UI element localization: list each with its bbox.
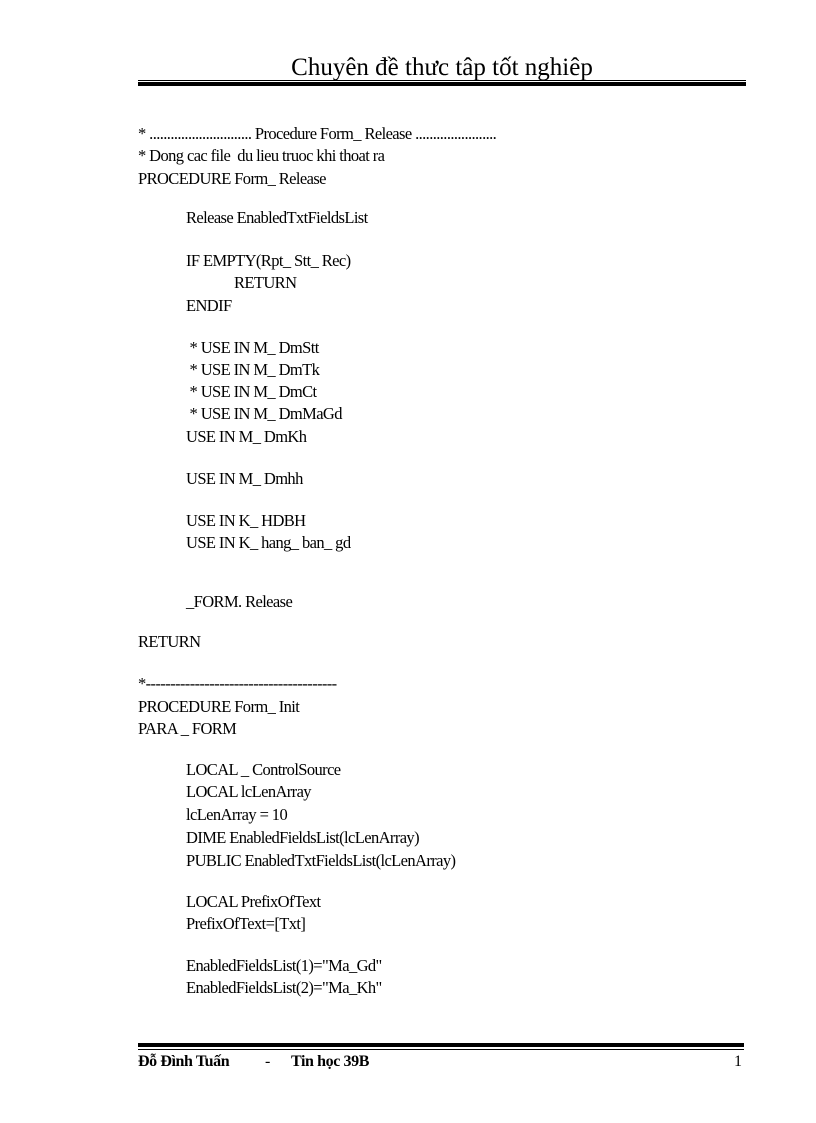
code-line: * Dong cac file du lieu truoc khi thoat ra bbox=[138, 146, 385, 165]
code-line: *--------------------------------------- bbox=[138, 674, 337, 693]
code-line: * USE IN M_ DmCt bbox=[186, 382, 317, 401]
code-line: USE IN K_ hang_ ban_ gd bbox=[186, 533, 351, 552]
code-line: * USE IN M_ DmTk bbox=[186, 360, 320, 379]
code-line: RETURN bbox=[234, 273, 297, 292]
code-line: DIME EnabledFieldsList(lcLenArray) bbox=[186, 828, 419, 847]
code-line: ENDIF bbox=[186, 296, 232, 315]
footer-rule-thin bbox=[138, 1049, 744, 1050]
code-line: Release EnabledTxtFieldsList bbox=[186, 208, 368, 227]
code-line: * USE IN M_ DmMaGd bbox=[186, 404, 342, 423]
page-number: 1 bbox=[734, 1053, 742, 1070]
code-line: LOCAL _ ControlSource bbox=[186, 760, 341, 779]
code-line: RETURN bbox=[138, 632, 201, 651]
code-line: PARA _ FORM bbox=[138, 719, 237, 738]
code-line: USE IN M_ DmKh bbox=[186, 427, 307, 446]
footer-separator: - bbox=[265, 1053, 271, 1070]
page-title: Chuyên đề thưc tâp tốt nghiêp bbox=[291, 54, 593, 81]
footer-author: Đỗ Đình Tuấn bbox=[138, 1053, 230, 1070]
code-line: _FORM. Release bbox=[186, 592, 293, 611]
page-footer bbox=[138, 1052, 744, 1072]
code-line: PUBLIC EnabledTxtFieldsList(lcLenArray) bbox=[186, 851, 456, 870]
code-line: USE IN M_ Dmhh bbox=[186, 469, 303, 488]
code-line: IF EMPTY(Rpt_ Stt_ Rec) bbox=[186, 251, 351, 270]
code-line: * ............................. Procedure Form_ Release ....................... bbox=[138, 124, 497, 143]
code-line: LOCAL lcLenArray bbox=[186, 782, 311, 801]
code-line: PROCEDURE Form_ Init bbox=[138, 697, 300, 716]
code-line: PROCEDURE Form_ Release bbox=[138, 169, 326, 188]
code-line: USE IN K_ HDBH bbox=[186, 511, 306, 530]
code-line: LOCAL PrefixOfText bbox=[186, 892, 321, 911]
code-line: lcLenArray = 10 bbox=[186, 805, 288, 824]
footer-class-name: Tin học 39B bbox=[291, 1053, 369, 1070]
code-line: EnabledFieldsList(2)="Ma_Kh" bbox=[186, 978, 382, 997]
code-line: EnabledFieldsList(1)="Ma_Gd" bbox=[186, 956, 382, 975]
code-line: * USE IN M_ DmStt bbox=[186, 338, 319, 357]
footer-rule-thick bbox=[138, 1043, 744, 1047]
code-line: PrefixOfText=[Txt] bbox=[186, 914, 306, 933]
